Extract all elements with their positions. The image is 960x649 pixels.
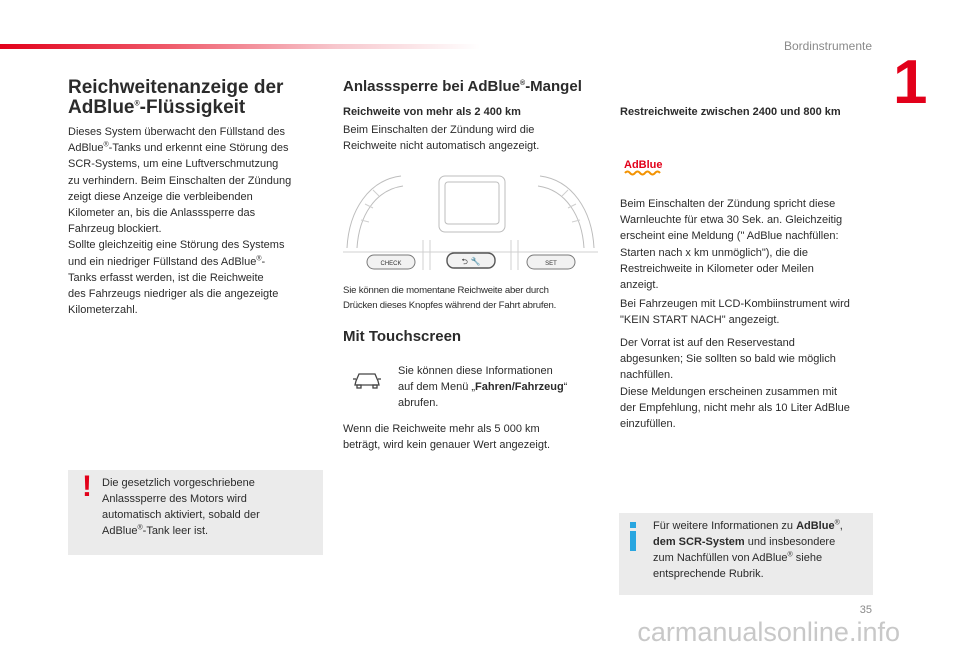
car-icon (352, 368, 382, 390)
touchscreen-text: Sie können diese Informationen auf dem Menü „Fahren/Fahrzeug“ abrufen. (398, 365, 568, 410)
lcd-cluster-text: Bei Fahrzeugen mit LCD-Kombiinstrument wird "KEIN START NACH" angezeigt. (620, 298, 850, 327)
svg-text:CHECK: CHECK (380, 261, 402, 267)
set-button (527, 255, 575, 269)
range-over-2400-text: Beim Einschalten der Zündung wird die Reichweite nicht automatisch angezeigt. (343, 124, 540, 153)
touchscreen-heading: Mit Touchscreen (343, 328, 462, 345)
watermark: carmanualsonline.info (637, 617, 900, 647)
chapter-number: 1 (893, 48, 928, 117)
dashboard-illustration (343, 170, 598, 276)
info-text: Für weitere Informationen zu AdBlue®, dem SCR-System und insbesondere zum Nachfüllen von AdBlue® siehe entsprechende Rubrik. (653, 519, 843, 580)
trip-reset-button (447, 253, 495, 268)
dashboard-caption: Sie können die momentane Reichweite aber durch Drücken dieses Knopfes während der Fahrt abrufen. (343, 285, 557, 311)
warning-text: Die gesetzlich vorgeschriebene Anlasssperre des Motors wird automatisch aktiviert, sobald der AdBlue®-Tank leer ist. (102, 477, 260, 537)
warning-light-text: Beim Einschalten der Zündung spricht diese Warnleuchte für etwa 30 Sek. an. Gleichzeitig erscheint eine Meldung (" AdBlue nachfüllen: Starten nach x km unmöglich"), die die Restreichweite in Kilometer oder Meilen anzeigt. (620, 198, 843, 292)
exclamation-icon: ! (82, 470, 92, 503)
svg-text:⮌ 🔧: ⮌ 🔧 (461, 257, 481, 266)
page-title: Reichweitenanzeige der AdBlue®-Flüssigkeit (68, 77, 284, 118)
adblue-warning-icon (623, 157, 667, 177)
svg-text:SET: SET (545, 261, 557, 267)
adblue-lock-heading: Anlasssperre bei AdBlue®-Mangel (343, 78, 582, 95)
info-box (619, 513, 873, 595)
check-button (367, 255, 415, 269)
info-icon (629, 522, 637, 552)
page-number: 35 (859, 604, 872, 616)
svg-text:AdBlue: AdBlue (624, 159, 663, 171)
reserve-level-text: Der Vorrat ist auf den Reservestand abgesunken; Sie sollten so bald wie möglich nachfüllen. Diese Meldungen erscheinen zusammen mit der Empfehlung, nicht mehr als 10 Liter AdBlue einzufüllen. (620, 337, 850, 431)
intro-paragraph: Dieses System überwacht den Füllstand des AdBlue®-Tanks und erkennt eine Störung des SCR-Systems, um eine Luftverschmutzung zu verhindern. Beim Einschalten der Zündung zeigt diese Anzeige die verbleibenden Kilometer an, bis die Anlasssperre das Fahrzeug blockiert. Sollte gleichzeitig eine Störung des Systems und ein niedriger Füllstand des AdBlue®- Tanks erfasst werden, ist die Reichweite des Fahrzeugs niedriger als die angezeigte Kilometerzahl. (68, 126, 292, 317)
top-accent-bar (0, 44, 480, 49)
range-over-2400-heading: Reichweite von mehr als 2 400 km (343, 106, 521, 118)
remaining-range-heading: Restreichweite zwischen 2400 und 800 km (620, 106, 841, 118)
range-over-5000-text: Wenn die Reichweite mehr als 5 000 km beträgt, wird kein genauer Wert angezeigt. (343, 423, 551, 452)
section-title: Bordinstrumente (783, 39, 872, 53)
warning-box (68, 470, 323, 555)
